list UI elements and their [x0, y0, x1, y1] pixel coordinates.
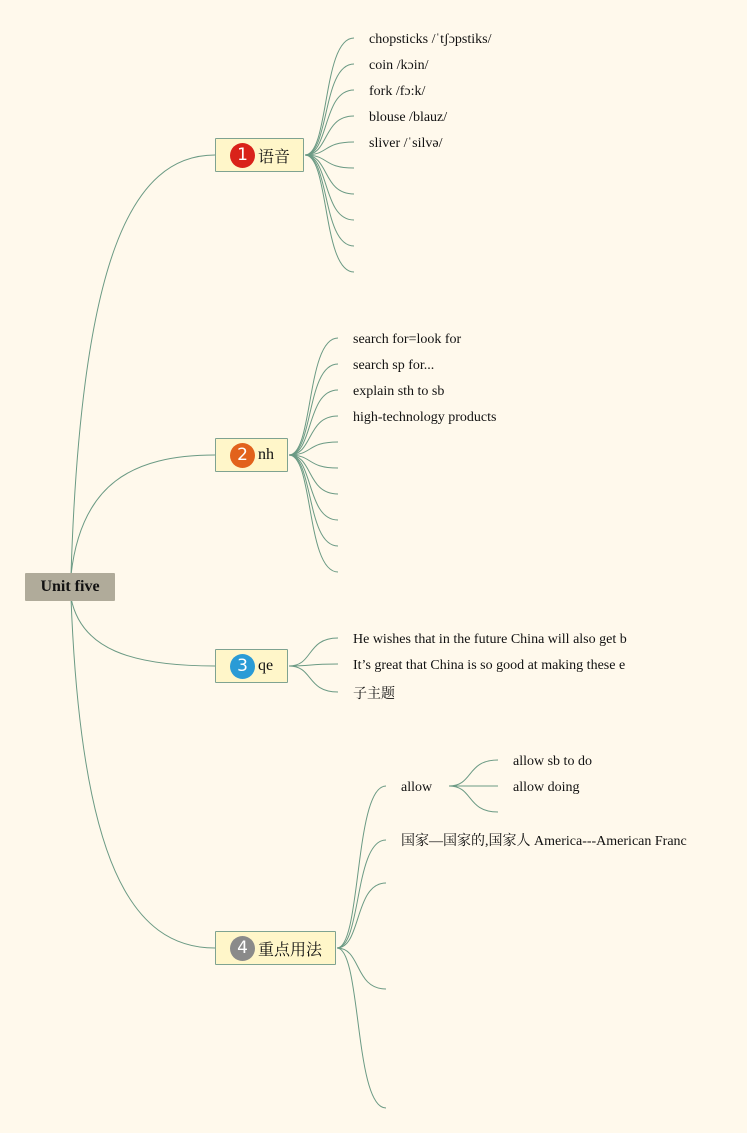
branch-1-link — [305, 64, 354, 155]
branch-1-topic[interactable] — [215, 138, 304, 172]
branch-1-link — [305, 38, 354, 155]
branch-4-topic[interactable] — [215, 931, 336, 965]
root-topic[interactable]: Unit five — [25, 573, 115, 601]
branch-4-item-2[interactable]: 国家—国家的,国家人 America---American Franc — [401, 834, 687, 849]
branch-2-item-1[interactable]: search for=look for — [353, 332, 462, 347]
branch-4-link — [337, 840, 386, 948]
allow-sub-item-1[interactable]: allow sb to do — [513, 754, 592, 769]
branch-3-item-2[interactable]: It’s great that China is so good at making these e — [353, 658, 626, 673]
branch-4-link — [337, 786, 386, 948]
branch-3-topic[interactable] — [215, 649, 288, 683]
branch-1-label: 语音 — [258, 146, 291, 166]
number-2-icon: 2 — [230, 443, 255, 468]
number-1-icon: 1 — [230, 143, 255, 168]
branch-3-item-3[interactable]: 子主题 — [353, 686, 395, 702]
branch-1-item-5[interactable]: sliver /ˈsilvə/ — [369, 136, 443, 151]
branch-1-item-2[interactable]: coin /kɔin/ — [369, 58, 429, 73]
branch-2-topic[interactable] — [215, 438, 288, 472]
branch-4-link — [337, 883, 386, 948]
branch-4-item-allow[interactable]: allow — [401, 780, 433, 795]
allow-sub-item-2[interactable]: allow doing — [513, 780, 580, 795]
root-link-1 — [71, 155, 215, 575]
branch-1-item-1[interactable]: chopsticks /ˈtʃɔpstiks/ — [369, 32, 492, 47]
branch-1-item-3[interactable]: fork /fɔ:k/ — [369, 84, 426, 99]
root-link-4 — [71, 598, 215, 948]
branch-3-link — [289, 638, 338, 666]
number-3-icon: 3 — [230, 654, 255, 679]
number-4-icon: 4 — [230, 936, 255, 961]
branch-3-label: qe — [258, 657, 274, 674]
branch-4-link — [337, 948, 386, 1108]
branch-2-link — [289, 364, 338, 455]
branch-3-link — [289, 666, 338, 692]
branch-1-link — [305, 155, 354, 194]
branch-1-link — [305, 116, 354, 155]
branch-2-label: nh — [258, 446, 274, 463]
branch-2-link — [289, 455, 338, 494]
branch-2-item-4[interactable]: high-technology products — [353, 410, 497, 425]
branch-1-link — [305, 155, 354, 246]
root-link-2 — [71, 455, 215, 575]
branch-3-item-1[interactable]: He wishes that in the future China will also get b — [353, 632, 627, 647]
branch-2-item-2[interactable]: search sp for... — [353, 358, 435, 373]
allow-link — [449, 786, 498, 812]
root-link-3 — [71, 598, 215, 666]
branch-2-link — [289, 455, 338, 572]
branch-4-label: 重点用法 — [258, 939, 323, 959]
branch-2-link — [289, 416, 338, 455]
branch-2-link — [289, 455, 338, 546]
branch-2-link — [289, 338, 338, 455]
branch-1-item-4[interactable]: blouse /blauz/ — [369, 110, 448, 125]
branch-1-link — [305, 155, 354, 272]
allow-link — [449, 760, 498, 786]
branch-2-item-3[interactable]: explain sth to sb — [353, 384, 445, 399]
